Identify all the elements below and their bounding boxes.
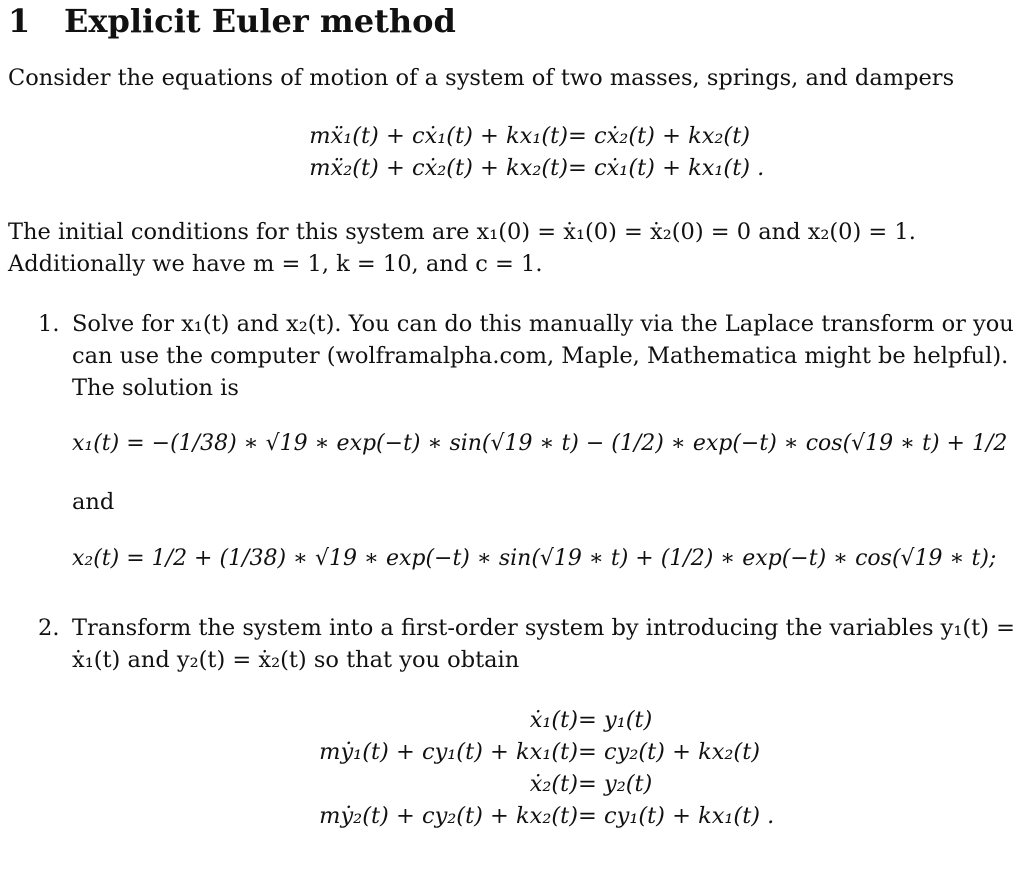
system-equation-2 <box>268 152 764 184</box>
intro-paragraph: Consider the equations of motion of a system of two masses, springs, and dampers <box>8 65 955 91</box>
equation-rhs: = cy₂(t) + kx₂(t) <box>578 739 761 765</box>
item-2-line-1: Transform the system into a first-order system by introducing the variables y₁(t) = <box>72 615 1015 641</box>
first-order-equation-4 <box>300 800 774 832</box>
initial-conditions-line-2: Additionally we have m = 1, k = 10, and c = 1. <box>8 251 543 277</box>
equation-lhs: mẏ₂(t) + cy₂(t) + kx₂(t) <box>319 803 578 829</box>
system-equation-1 <box>268 120 764 152</box>
equation-lhs: mẍ₂(t) + cẋ₂(t) + kx₂(t) <box>309 155 568 181</box>
equation-lhs: ẋ₂(t) <box>529 771 578 797</box>
equation-rhs: = y₂(t) <box>578 771 653 797</box>
equation-rhs: = cẋ₂(t) + kx₂(t) <box>568 123 751 149</box>
first-order-equations <box>300 704 774 832</box>
solution-x1: x₁(t) = −(1/38) ∗ √19 ∗ exp(−t) ∗ sin(√19 ∗ t) − (1/2) ∗ exp(−t) ∗ cos(√19 ∗ t) + 1/2 <box>72 431 1008 456</box>
solution-x2: x₂(t) = 1/2 + (1/38) ∗ √19 ∗ exp(−t) ∗ sin(√19 ∗ t) + (1/2) ∗ exp(−t) ∗ cos(√19 ∗ t); <box>72 546 997 571</box>
first-order-equation-1 <box>300 704 774 736</box>
item-number-1: 1. <box>38 311 60 337</box>
first-order-equation-3 <box>300 768 774 800</box>
equation-rhs: = y₁(t) <box>578 707 653 733</box>
equation-lhs: ẋ₁(t) <box>529 707 578 733</box>
section-heading <box>8 2 456 40</box>
connector-and: and <box>72 489 115 515</box>
system-equations <box>268 120 764 184</box>
item-1-line-3: The solution is <box>72 375 239 401</box>
item-1-line-2: can use the computer (wolframalpha.com, Maple, Mathematica might be helpful). <box>72 343 1009 369</box>
initial-conditions-line-1: The initial conditions for this system are x₁(0) = ẋ₁(0) = ẋ₂(0) = 0 and x₂(0) = 1. <box>8 219 916 245</box>
item-number-2: 2. <box>38 615 60 641</box>
section-number: 1 <box>8 2 31 40</box>
first-order-equation-2 <box>300 736 774 768</box>
equation-lhs: mẍ₁(t) + cẋ₁(t) + kx₁(t) <box>309 123 568 149</box>
equation-rhs: = cẋ₁(t) + kx₁(t) . <box>568 155 765 181</box>
item-2-line-2: ẋ₁(t) and y₂(t) = ẋ₂(t) so that you obtain <box>72 647 520 673</box>
equation-rhs: = cy₁(t) + kx₁(t) . <box>578 803 775 829</box>
section-title: Explicit Euler method <box>64 2 456 40</box>
document-page <box>8 0 1016 869</box>
item-1-line-1: Solve for x₁(t) and x₂(t). You can do this manually via the Laplace transform or you <box>72 311 1014 337</box>
equation-lhs: mẏ₁(t) + cy₁(t) + kx₁(t) <box>319 739 578 765</box>
